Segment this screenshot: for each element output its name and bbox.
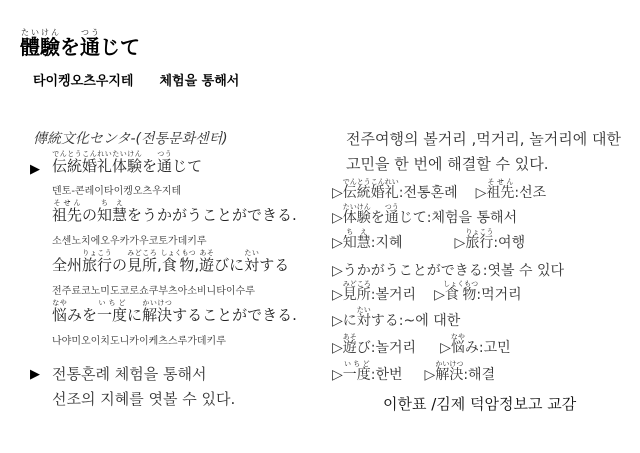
phrase-line-1: 伝統婚礼でんとうこんれい体験たいけんを通つうじて (52, 150, 203, 175)
bullet-triangle-icon: ▶ (30, 367, 40, 382)
arrow-icon: ▷ (332, 263, 343, 279)
arrow-icon: ▷ (332, 367, 343, 383)
reading-line-3: 전주료코노미도코로쇼쿠부츠아소비니타이수루 (52, 286, 255, 297)
title-kana-1: を (60, 35, 80, 59)
korean-line-2: 선조의 지혜를 엿볼 수 있다. (52, 390, 236, 408)
vocab-row-7: ▷遊あそび:놀거리 ▷悩なやみ:고민 (332, 333, 511, 356)
author-credit: 이한표 /김제 덕암정보고 교감 (383, 395, 577, 413)
arrow-icon: ▷ (475, 185, 487, 201)
page-title (20, 28, 140, 60)
arrow-icon: ▷ (332, 287, 343, 303)
summary-line-1: 전주여행의 볼거리 ,먹거리, 놀거리에 대한 (346, 130, 621, 148)
arrow-icon: ▷ (332, 313, 343, 329)
vocab-row-4: ▷うかがうことができる:엿볼 수 있다 (332, 263, 565, 279)
bullet-triangle-icon: ▶ (30, 162, 40, 177)
reading-line-4: 나야미오이치도니카이케츠스루가데키루 (52, 336, 226, 347)
summary-line-2: 고민을 한 번에 해결할 수 있다. (346, 155, 549, 173)
reading-line-2: 소센노치에오우카가우코토가데키루 (52, 236, 207, 247)
vocab-row-2: ▷体験たいけんを通つうじて:체험을 통해서 (332, 203, 518, 226)
arrow-icon: ▷ (332, 235, 343, 251)
vocab-row-5: ▷見所みどころ:볼거리 ▷食物しょくもつ:먹거리 (332, 280, 522, 303)
reading-line-1: 덴토-콘레이타이켕오츠우지테 (52, 186, 182, 197)
arrow-icon: ▷ (434, 287, 445, 303)
subtitle-meaning: 체험을 통해서 (159, 74, 240, 89)
vocab-row-8: ▷一度いちど:한번 ▷解決かいけつ:해결 (332, 360, 496, 383)
title-kanji-1: 體驗たいけん (20, 28, 60, 59)
korean-line-1: 전통혼례 체험을 통해서 (52, 365, 207, 383)
arrow-icon: ▷ (332, 210, 343, 226)
title-kana-2: じて (100, 35, 140, 59)
vocab-row-1: ▷伝統婚礼でんとうこんれい:전통혼례 ▷祖先そせん:선조 (332, 178, 547, 201)
subtitle-reading: 타이켕오츠우지테 (33, 74, 134, 89)
arrow-icon: ▷ (332, 340, 343, 356)
title-kanji-2: 通つう (80, 28, 100, 59)
page-subtitle (33, 70, 239, 89)
arrow-icon: ▷ (424, 367, 436, 383)
arrow-icon: ▷ (440, 340, 451, 356)
vocab-row-3: ▷知慧ちえ:지혜 ▷旅行りょこう:여행 (332, 228, 526, 251)
section-heading: 傳統文化センタ-(전통문화센터) (33, 131, 228, 147)
vocab-row-6: ▷に対たいする:~에 대한 (332, 306, 461, 329)
phrase-line-3: 全州旅行りょこうの見所みどころ,食物しょくもつ,遊あそびに対たいする (52, 249, 290, 274)
phrase-line-2: 祖先そせんの知慧ちえをうかがうことができる. (52, 199, 297, 224)
phrase-line-4: 悩なやみを一度いちどに解決かいけつすることができる. (52, 299, 297, 324)
arrow-icon: ▷ (332, 185, 343, 201)
arrow-icon: ▷ (454, 235, 466, 251)
